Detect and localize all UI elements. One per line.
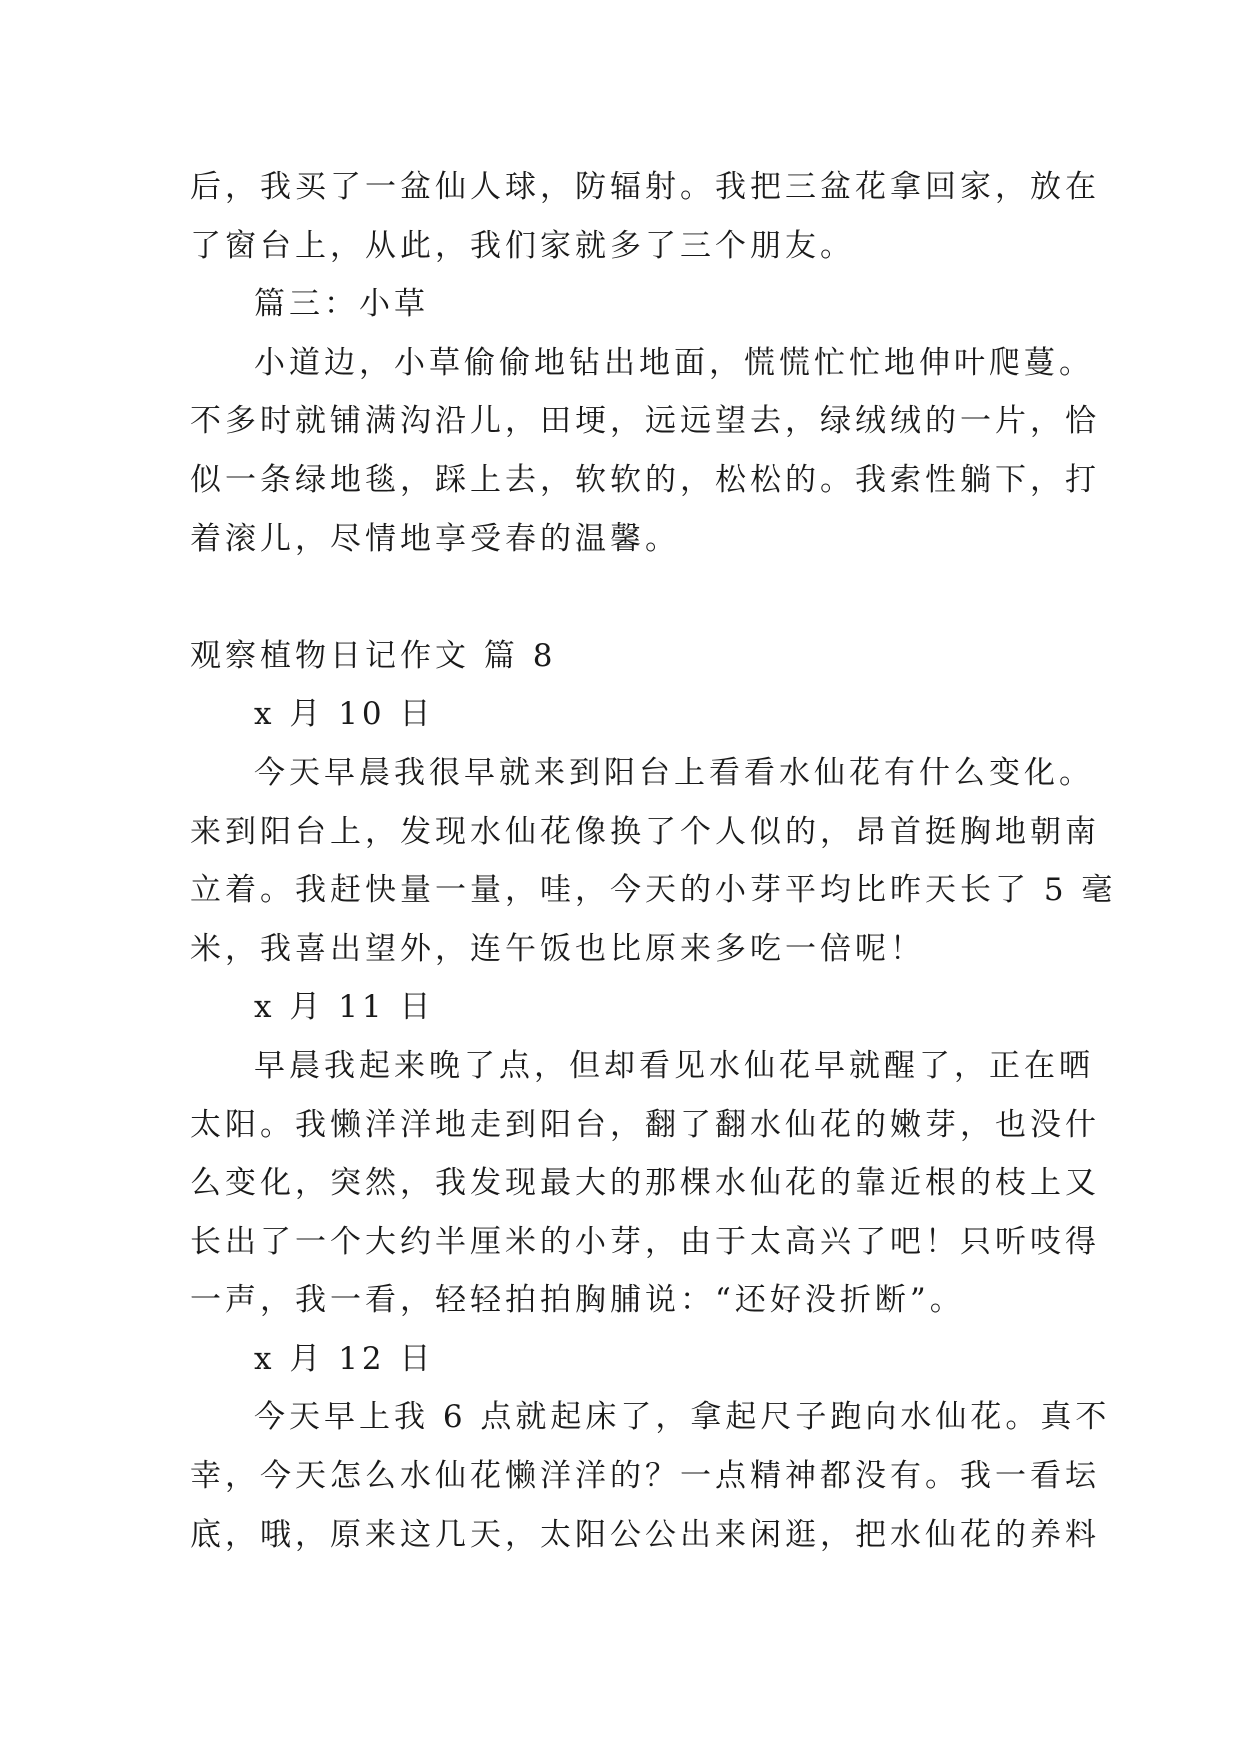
- document-page: [190, 158, 1117, 1564]
- text-line: 了窗台上，从此，我们家就多了三个朋友。: [190, 227, 855, 264]
- section-heading: 篇三：小草: [254, 286, 429, 323]
- text-line: 米，我喜出望外，连午饭也比原来多吃一倍呢！: [190, 930, 925, 967]
- text-line: 早晨我起来晚了点，但却看见水仙花早就醒了，正在晒: [254, 1047, 1094, 1084]
- text-line: 后，我买了一盆仙人球，防辐射。我把三盆花拿回家，放在: [190, 169, 1100, 205]
- text-line: 来到阳台上，发现水仙花像换了个人似的，昂首挺胸地朝南: [190, 813, 1100, 850]
- blank-line: [190, 568, 1070, 627]
- text-line: 立着。我赶快量一量，哇，今天的小芽平均比昨天长了 5 毫: [190, 872, 1117, 909]
- text-line: 今天早晨我很早就来到阳台上看看水仙花有什么变化。: [254, 754, 1094, 791]
- text-line: 底，哦，原来这几天，太阳公公出来闲逛，把水仙花的养料: [190, 1516, 1100, 1553]
- text-line: 今天早上我 6 点就起床了，拿起尺子跑向水仙花。真不: [254, 1399, 1111, 1436]
- text-line: 么变化，突然，我发现最大的那棵水仙花的靠近根的枝上又: [190, 1165, 1100, 1202]
- date-heading: x 月 12 日: [254, 1340, 435, 1377]
- text-line: 似一条绿地毯，踩上去，软软的，松松的。我索性躺下，打: [190, 461, 1100, 498]
- text-line: 长出了一个大约半厘米的小芽，由于太高兴了吧！只听吱得: [190, 1223, 1100, 1260]
- text-line: 太阳。我懒洋洋地走到阳台，翻了翻水仙花的嫩芽，也没什: [190, 1106, 1100, 1143]
- text-line: 小道边，小草偷偷地钻出地面，慌慌忙忙地伸叶爬蔓。: [254, 344, 1094, 381]
- text-line: 不多时就铺满沟沿儿，田埂，远远望去，绿绒绒的一片，恰: [190, 403, 1100, 440]
- date-heading: x 月 11 日: [254, 989, 435, 1026]
- date-heading: x 月 10 日: [254, 696, 435, 733]
- article-title: 观察植物日记作文 篇 8: [190, 637, 557, 674]
- text-line: 幸，今天怎么水仙花懒洋洋的？一点精神都没有。我一看坛: [190, 1458, 1100, 1495]
- text-line: 着滚儿，尽情地享受春的温馨。: [190, 520, 680, 557]
- text-line: 一声，我一看，轻轻拍拍胸脯说：“还好没折断”。: [190, 1282, 965, 1319]
